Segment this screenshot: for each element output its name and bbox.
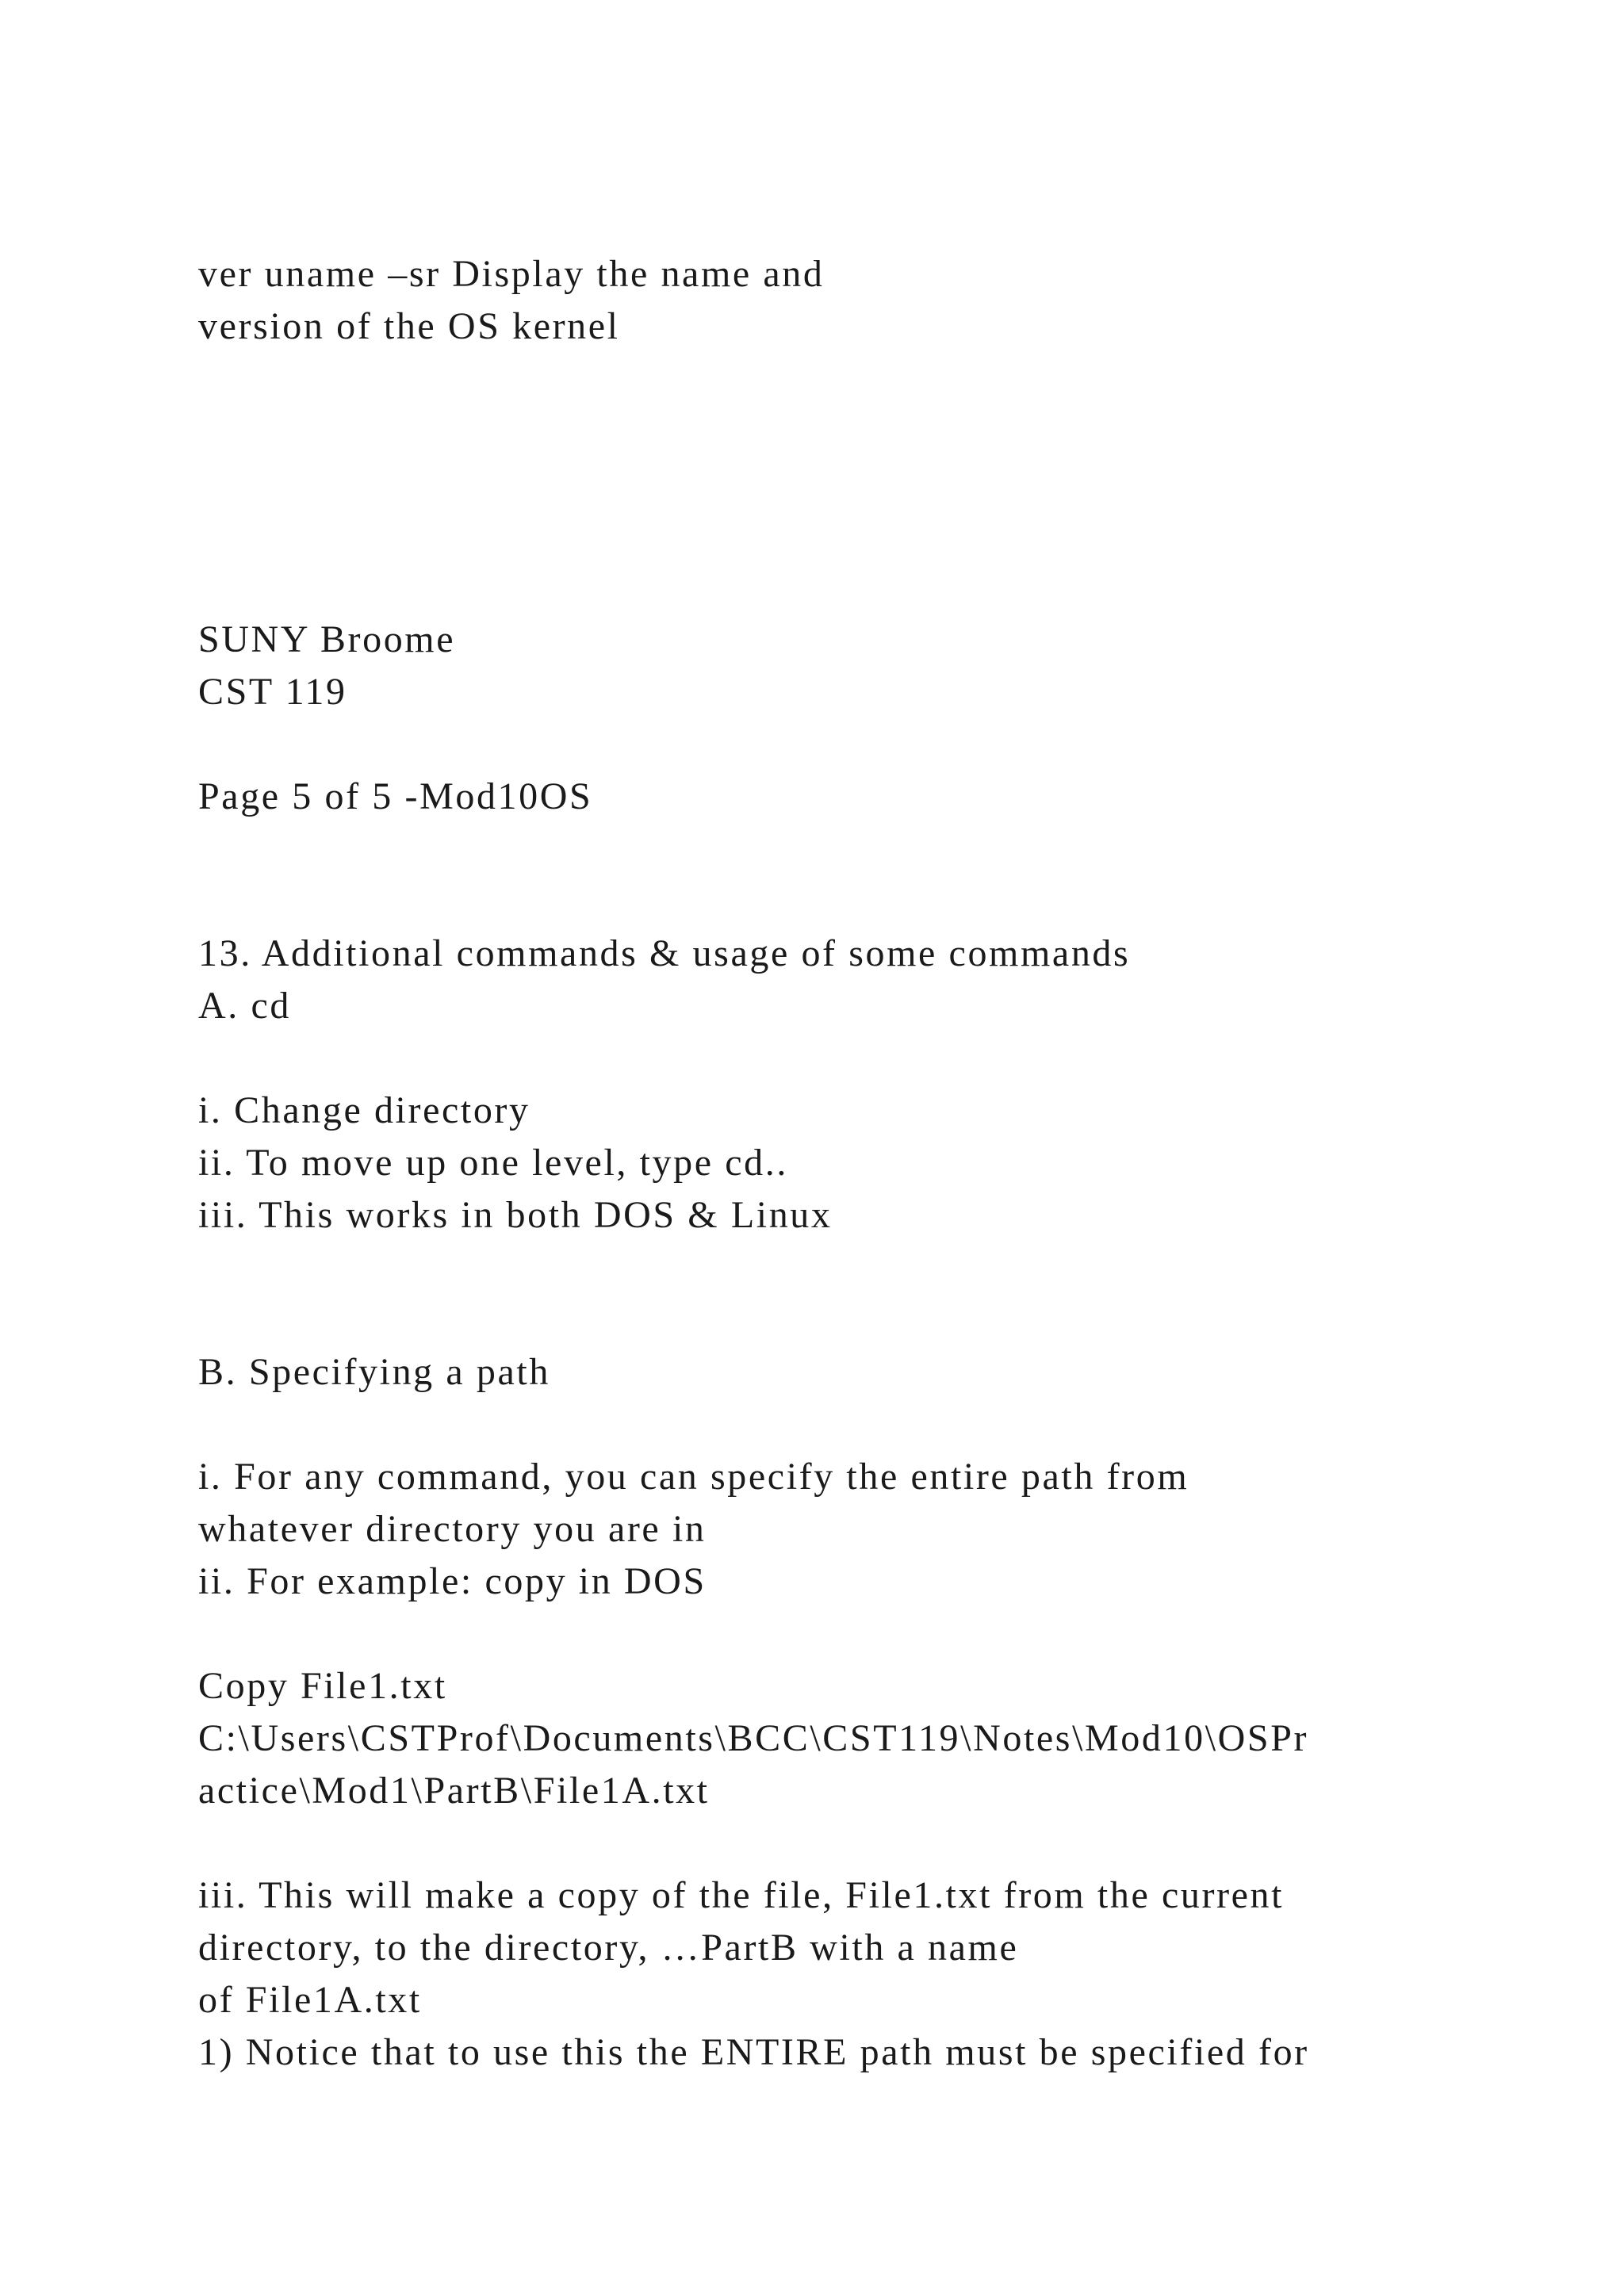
list-item-continuation: directory, to the directory, …PartB with a name [198,1927,1019,1969]
list-item-continuation: whatever directory you are in [198,1508,707,1550]
section-heading: 13. Additional commands & usage of some commands [198,932,1131,974]
example-command: Copy File1.txt [198,1665,447,1707]
subsection-a-heading: A. cd [198,985,291,1027]
kernel-command-line-1: ver uname –sr Display the name and [198,253,825,295]
list-item: i. For any command, you can specify the entire path from [198,1456,1189,1498]
list-item: iii. This works in both DOS & Linux [198,1194,833,1236]
example-path-line-1: C:\Users\CSTProf\Documents\BCC\CST119\Notes\Mod10\OSPr [198,1717,1309,1759]
subsection-b-heading: B. Specifying a path [198,1351,550,1393]
list-item: ii. For example: copy in DOS [198,1560,707,1602]
footer-page-number: Page 5 of 5 -Mod10OS [198,775,593,817]
footer-course: CST 119 [198,671,347,713]
numbered-note: 1) Notice that to use this the ENTIRE path must be specified for [198,2031,1309,2073]
list-item: i. Change directory [198,1089,530,1131]
footer-institution: SUNY Broome [198,618,456,660]
list-item: ii. To move up one level, type cd.. [198,1142,788,1184]
example-path-line-2: actice\Mod1\PartB\File1A.txt [198,1770,710,1812]
kernel-command-line-2: version of the OS kernel [198,305,620,347]
list-item: iii. This will make a copy of the file, File1.txt from the current [198,1874,1285,1916]
list-item-continuation: of File1A.txt [198,1979,422,2021]
